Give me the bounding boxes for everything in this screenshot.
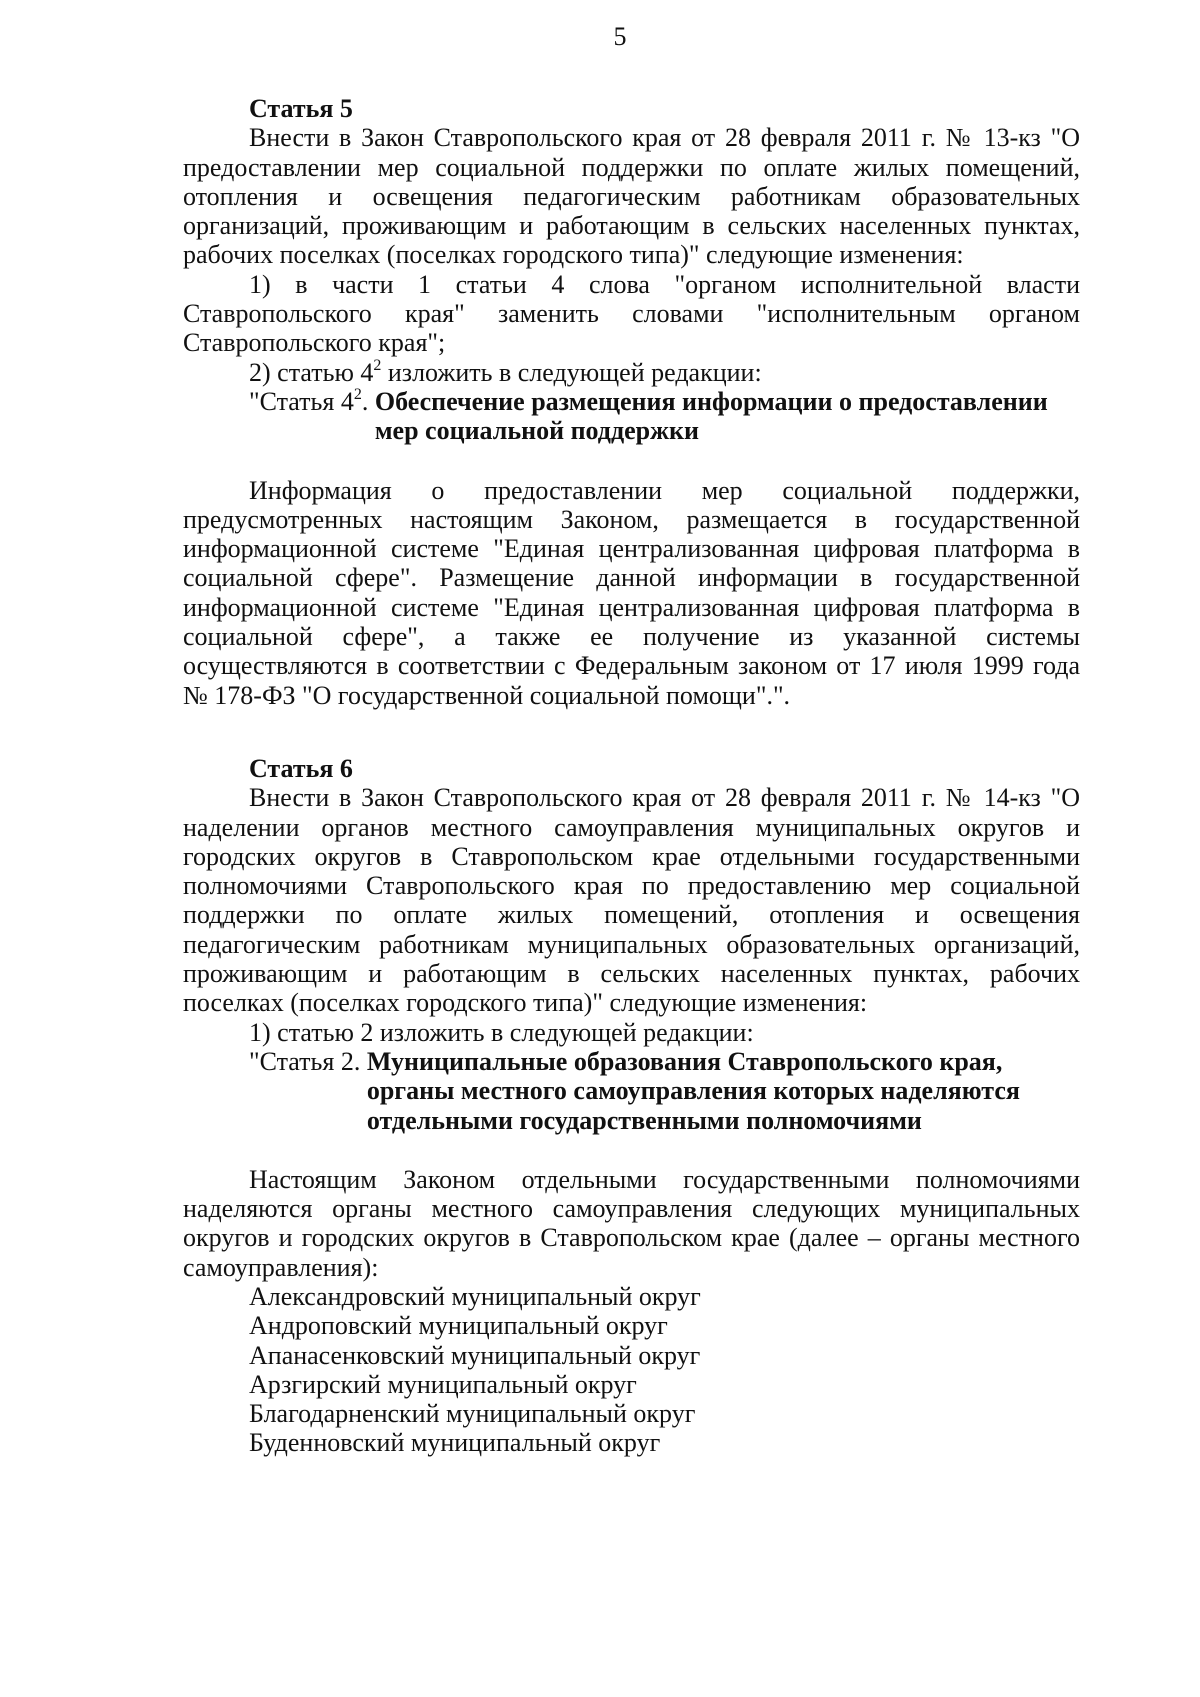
- article-6-heading: Статья 6: [249, 753, 353, 783]
- article-4-2-label: "Статья $4^2$.: [249, 386, 375, 416]
- article-5-item-1: 1) в части 1 статьи 4 слова "органом исполнительной власти Ставропольского края" заменить словами "исполнительным органом Ставропольского края";: [183, 269, 1080, 358]
- article-5-heading: Статья 5: [249, 94, 353, 123]
- article-6-intro: Внести в Закон Ставропольского края от 28 февраля 2011 г. № 14-кз "О наделении органов местного самоуправления муниципальных округов и городских округов в Ставропольском крае отдельными государственными полномочиями Ставропольского края по предоставлению мер социальной поддержки по оплате жилых помещений, отопления и освещения педагогическим работникам муниципальных образовательных организаций, проживающим и работающим в сельских населенных пунктах, рабочих поселках (поселках городского типа)" следующие изменения:: [183, 783, 1080, 1018]
- article-5-intro: Внести в Закон Ставропольского края от 28 февраля 2011 г. № 13-кз "О предоставлении мер социальной поддержки по оплате жилых помещений, отопления и освещения педагогическим работникам образовательных организаций, проживающим и работающим в сельских населенных пунктах, рабочих поселках (поселках городского типа)" следующие изменения:: [183, 123, 1080, 270]
- article-2-text: Настоящим Законом отдельными государственными полномочиями наделяются органы местного самоуправления следующих муниципальных округов и городских округов в Ставропольском крае (далее – органы местного самоуправления):: [183, 1164, 1080, 1282]
- list-item: Андроповский муниципальный округ: [249, 1311, 668, 1341]
- list-item: Апанасенковский муниципальный округ: [249, 1340, 701, 1370]
- list-item: Александровский муниципальный округ: [249, 1281, 701, 1311]
- list-item: Благодарненский муниципальный округ: [249, 1399, 696, 1429]
- article-5-item-2: 2) статью $4^2$ изложить в следующей редакции:: [249, 357, 762, 387]
- article-2-label: "Статья 2.: [249, 1046, 367, 1076]
- article-6-item-1: 1) статью 2 изложить в следующей редакции:: [249, 1017, 754, 1047]
- article-4-2-text: Информация о предоставлении мер социальной поддержки, предусмотренных настоящим Законом, размещается в государственной информационной системе "Единая централизованная цифровая платформа в социальной сфере". Размещение данной информации в государственной информационной системе "Единая централизованная цифровая платформа в социальной сфере", а также ее получение из указанной системы осуществляются в соответствии с Федеральным законом от 17 июля 1999 года № 178-ФЗ "О государственной социальной помощи".".: [183, 475, 1080, 710]
- article-4-2-title: [183, 387, 1080, 446]
- article-4-2-title-text: Обеспечение размещения информации о предоставлении мер социальной поддержки: [374, 386, 1048, 446]
- district-list: [183, 1282, 1080, 1458]
- list-item: Буденновский муниципальный округ: [249, 1428, 661, 1458]
- list-item: Арзгирский муниципальный округ: [249, 1369, 637, 1399]
- document-body: [183, 94, 1080, 1458]
- article-2-title-text: Муниципальные образования Ставропольского края, органы местного самоуправления которых наделяются отдельными государственными полномочиями: [366, 1046, 1020, 1135]
- page-number: 5: [613, 22, 627, 51]
- article-2-title: [183, 1047, 1080, 1135]
